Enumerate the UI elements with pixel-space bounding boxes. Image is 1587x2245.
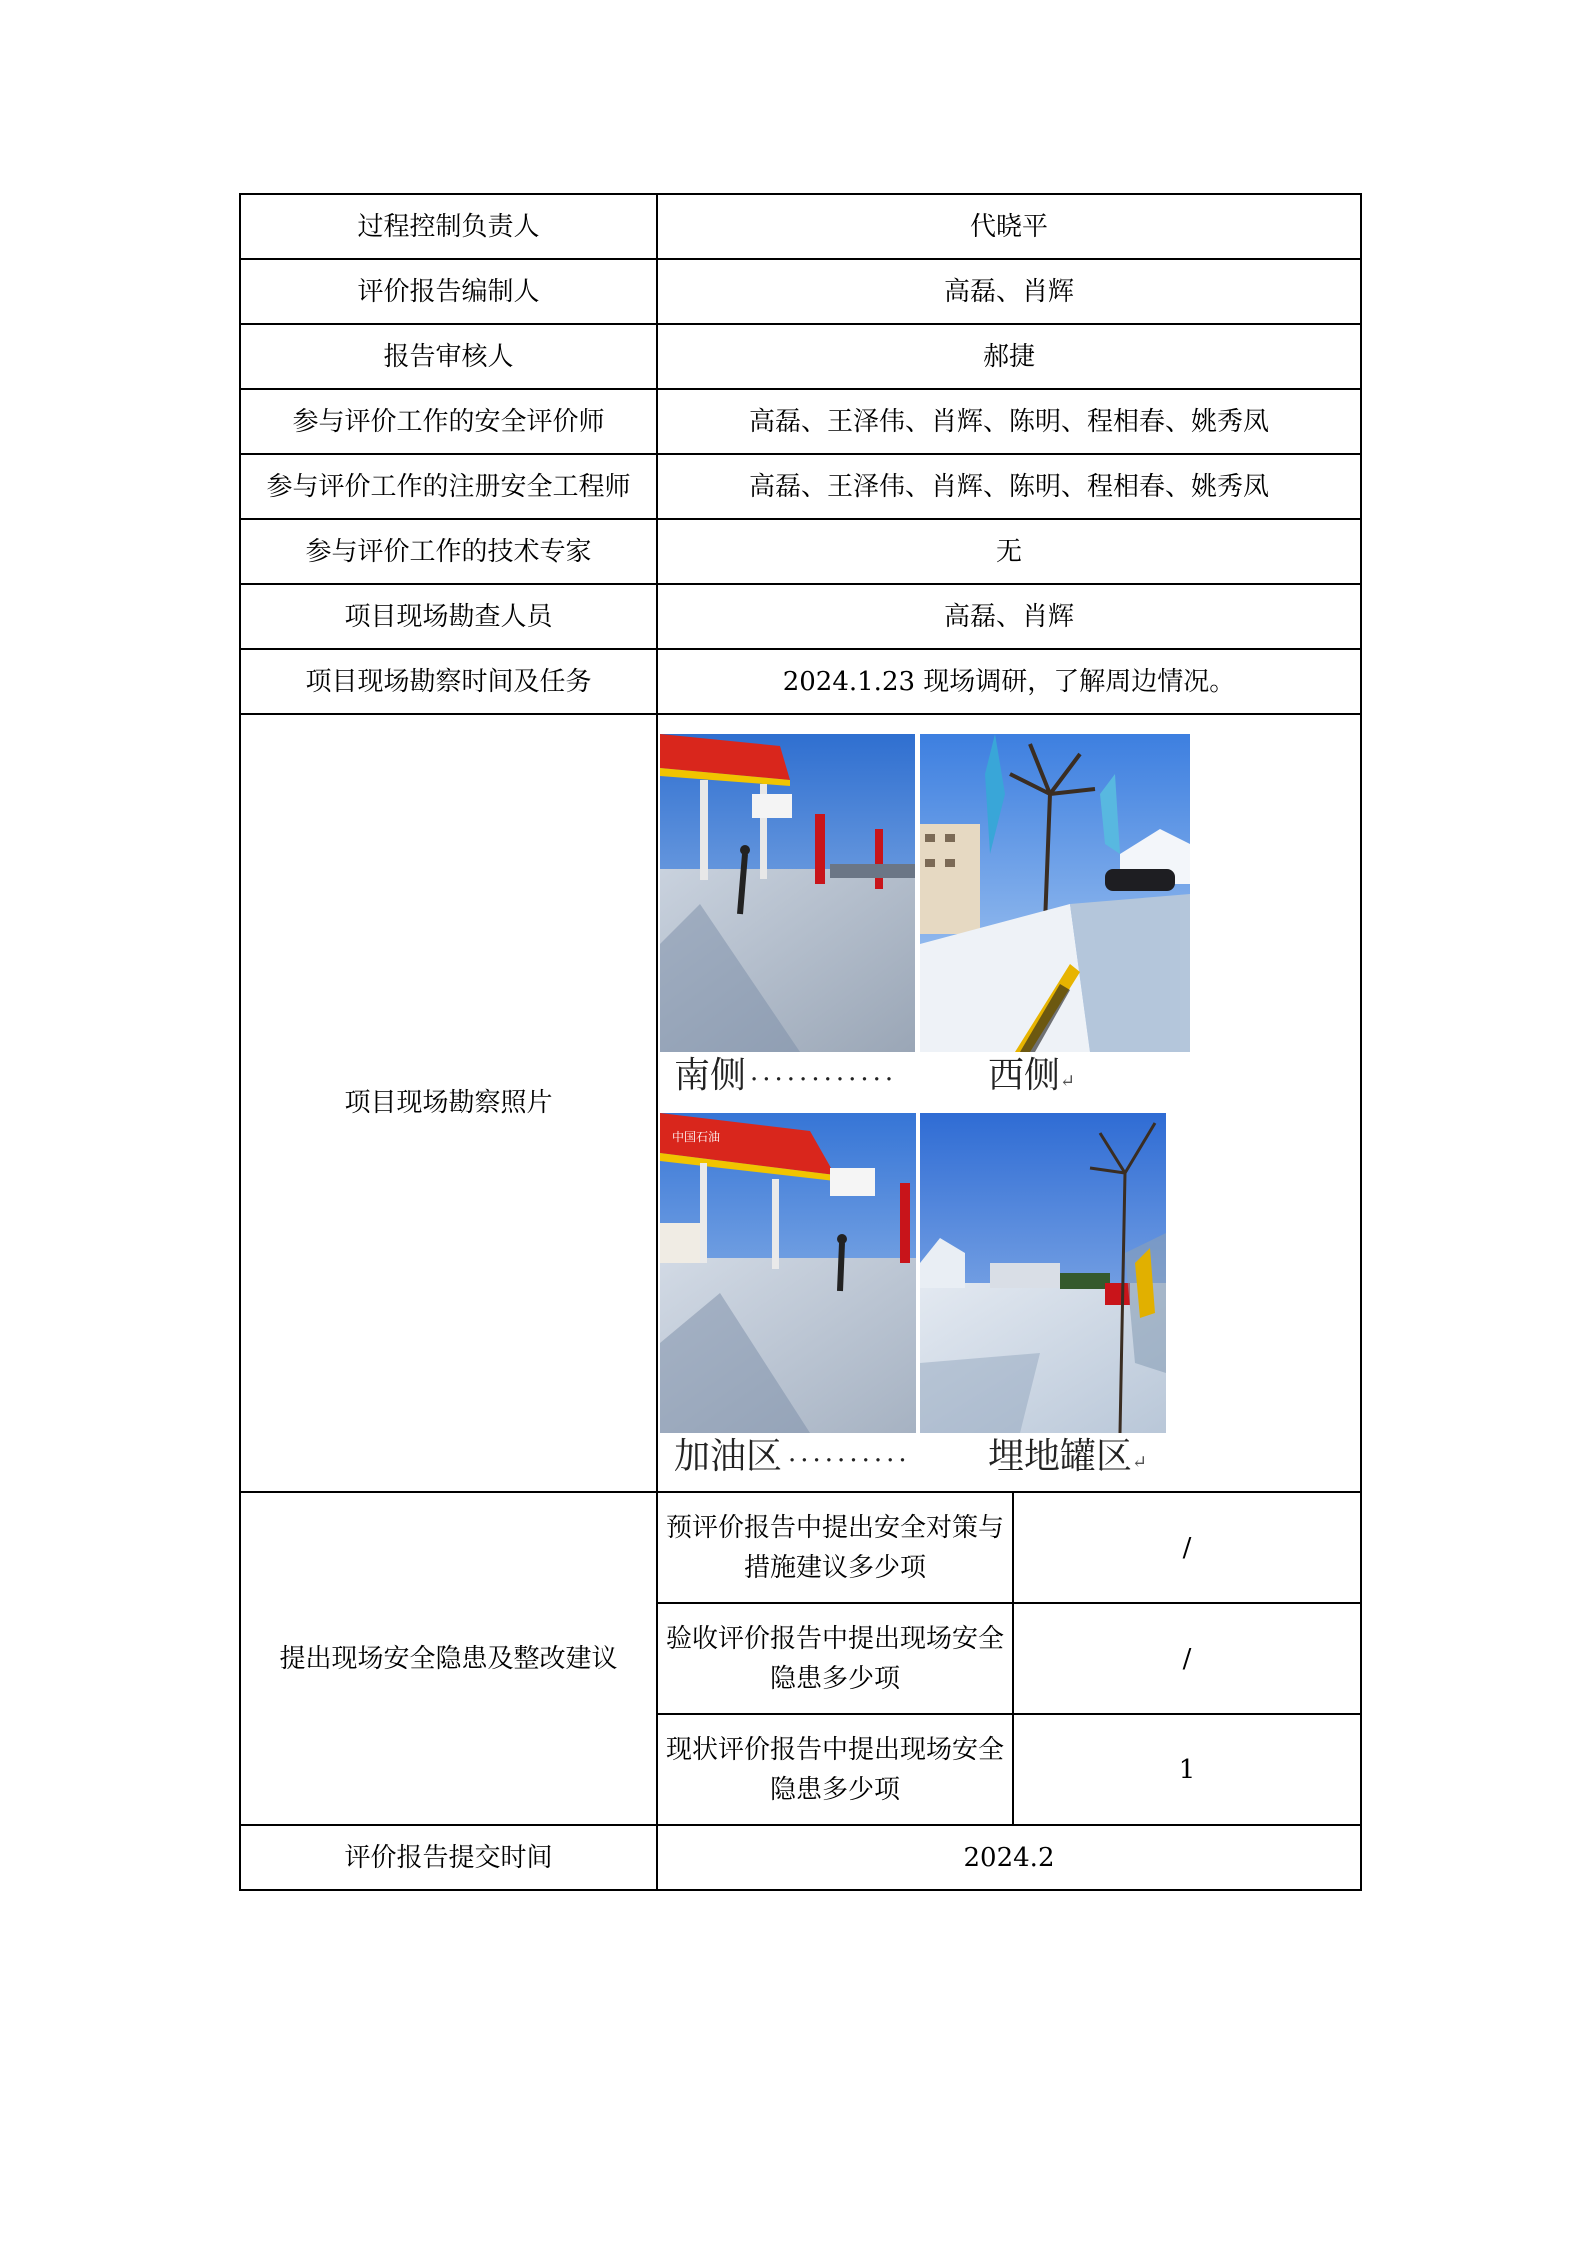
photo-west-image <box>920 734 1190 1052</box>
row-label: 项目现场勘察照片 <box>240 714 657 1492</box>
photo-collage <box>657 714 1361 1492</box>
row-hazard-1 <box>240 1492 1361 1603</box>
photo-tank-area <box>920 1113 1166 1433</box>
row-value: 高磊、肖辉 <box>657 259 1361 324</box>
caption-tank-area-text: 埋地罐区 <box>988 1436 1133 1477</box>
photo-fuel-area <box>660 1113 916 1433</box>
row-site-inspectors <box>240 584 1361 649</box>
caption-fuel-area: 加油区 <box>674 1436 783 1477</box>
photo-south-image <box>660 734 915 1052</box>
hazard-count: / <box>1013 1492 1361 1603</box>
row-value: 高磊、肖辉 <box>657 584 1361 649</box>
row-registered-engineers <box>240 454 1361 519</box>
row-label: 参与评价工作的注册安全工程师 <box>240 454 657 519</box>
row-value: 无 <box>657 519 1361 584</box>
row-label: 评价报告编制人 <box>240 259 657 324</box>
row-label: 过程控制负责人 <box>240 194 657 259</box>
caption-dots-bottom: ·········· <box>788 1446 911 1476</box>
canopy-sign-text: 中国石油 <box>672 1130 721 1144</box>
photo-south <box>660 734 915 1052</box>
row-value: 郝捷 <box>657 324 1361 389</box>
hazard-count: 1 <box>1013 1714 1361 1825</box>
row-inspection-time-task <box>240 649 1361 714</box>
row-label: 参与评价工作的技术专家 <box>240 519 657 584</box>
row-report-compiler <box>240 259 1361 324</box>
row-value: 高磊、王泽伟、肖辉、陈明、程相春、姚秀凤 <box>657 389 1361 454</box>
row-value: 2024.2 <box>657 1825 1361 1890</box>
hazard-question: 验收评价报告中提出现场安全隐患多少项 <box>657 1603 1013 1714</box>
row-value: 2024.1.23 现场调研，了解周边情况。 <box>657 649 1361 714</box>
row-submit-time <box>240 1825 1361 1890</box>
row-label: 项目现场勘查人员 <box>240 584 657 649</box>
row-label: 项目现场勘察时间及任务 <box>240 649 657 714</box>
row-site-photos <box>240 714 1361 1492</box>
caption-dots-top: ············ <box>750 1065 898 1095</box>
hazard-question: 现状评价报告中提出现场安全隐患多少项 <box>657 1714 1013 1825</box>
row-report-reviewer <box>240 324 1361 389</box>
row-technical-experts <box>240 519 1361 584</box>
photo-west <box>920 734 1190 1052</box>
caption-west-text: 西侧 <box>988 1055 1061 1096</box>
return-mark-icon: ↵ <box>1060 1071 1076 1092</box>
evaluation-info-table <box>239 193 1362 1891</box>
hazard-question: 预评价报告中提出安全对策与措施建议多少项 <box>657 1492 1013 1603</box>
caption-west <box>988 1056 1075 1102</box>
row-label: 参与评价工作的安全评价师 <box>240 389 657 454</box>
caption-tank-area <box>988 1437 1147 1483</box>
row-process-control <box>240 194 1361 259</box>
row-label: 报告审核人 <box>240 324 657 389</box>
caption-south: 南侧 <box>674 1055 747 1096</box>
photo-tank-area-image <box>920 1113 1166 1433</box>
hazard-count: / <box>1013 1603 1361 1714</box>
return-mark-icon: ↵ <box>1132 1452 1148 1473</box>
row-label: 评价报告提交时间 <box>240 1825 657 1890</box>
photo-fuel-area-image <box>660 1113 916 1433</box>
row-safety-evaluators <box>240 389 1361 454</box>
hazards-label: 提出现场安全隐患及整改建议 <box>240 1492 657 1825</box>
row-value: 高磊、王泽伟、肖辉、陈明、程相春、姚秀凤 <box>657 454 1361 519</box>
row-value: 代晓平 <box>657 194 1361 259</box>
